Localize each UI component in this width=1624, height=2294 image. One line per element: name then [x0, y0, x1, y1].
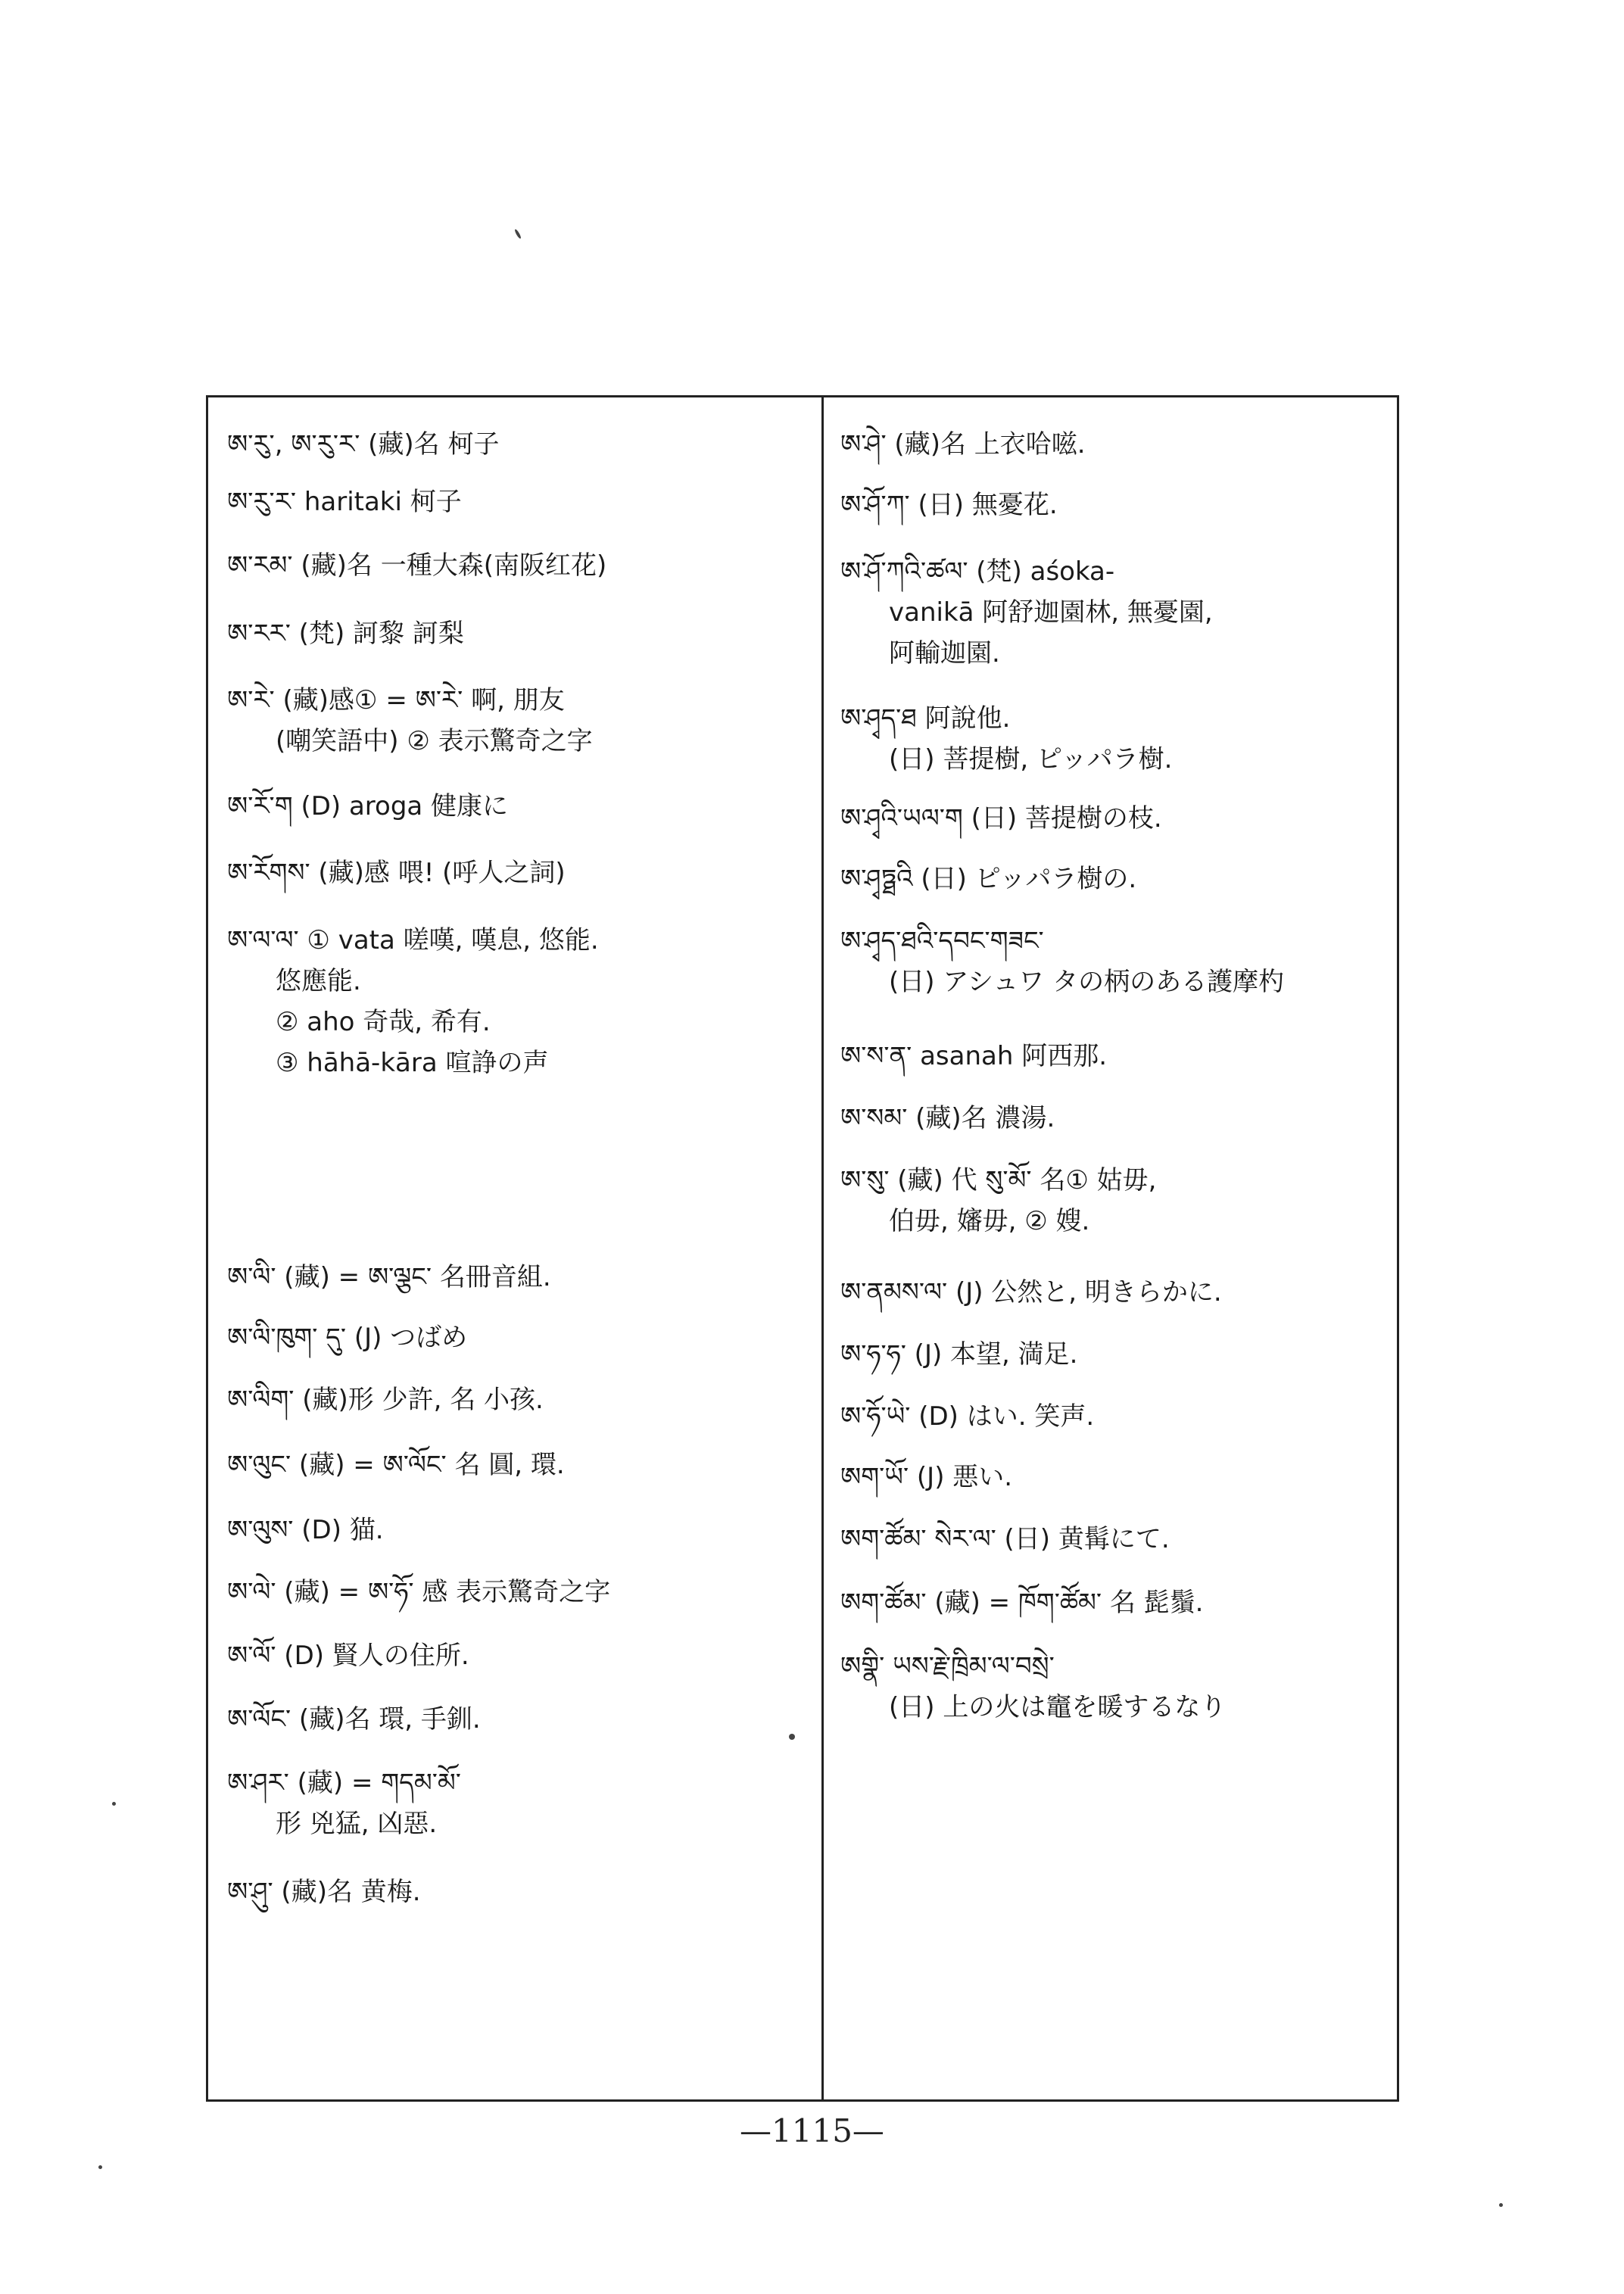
entry-definition-line: (日) 菩提樹, ピッパラ樹. [889, 744, 1173, 775]
entry-definition-line: 形 兇猛, 凶惡. [276, 1809, 438, 1839]
entry-definition-line: (日) 上の火は竈を暖するなり [889, 1692, 1227, 1722]
entry-headword-line: ཨ་ཤྭད་ཐའི་དབང་གཟང་ [840, 926, 1044, 956]
dictionary-entry [227, 1257, 810, 1298]
dictionary-entry [227, 1635, 810, 1676]
entry-headword-line: ཨ་ཤྭཏྠའི (日) ピッパラ樹の. [840, 864, 1137, 894]
dictionary-entry [840, 1098, 1386, 1139]
dictionary-entry [840, 1036, 1386, 1077]
entry-headword-line: ཨ་ལི་ (藏) = ཨ་ལྕང་ 名冊音組. [227, 1262, 551, 1292]
dictionary-entry [227, 1872, 810, 1912]
entry-headword-line: ཨ་ལུས་ (D) 猫. [227, 1515, 384, 1545]
entry-headword-line: ཨ་ནམས་ལ་ (J) 公然と, 明きらかに. [840, 1277, 1222, 1308]
dictionary-entry [227, 1379, 810, 1420]
dictionary-entry [227, 920, 810, 1083]
entry-headword-line: ཨ་ཤོ་ཀ་ (日) 無憂花. [840, 490, 1058, 520]
column-divider [821, 395, 824, 2102]
entry-headword-line: ཨ་སམ་ (藏)名 濃湯. [840, 1103, 1055, 1133]
entry-definition-line: (嘲笑語中) ② 表示驚奇之字 [276, 726, 593, 756]
entry-headword-line: ཨ་ལུང་ (藏) = ཨ་ལོང་ 名 圓, 環. [227, 1450, 565, 1480]
entry-definition-line: ② aho 奇哉, 希有. [276, 1007, 491, 1037]
dictionary-entry [227, 482, 810, 522]
entry-headword-line: ཨ་ལིག་ (藏)形 少許, 名 小孩. [227, 1385, 544, 1415]
entry-headword-line: ཨ་ལོ་ (D) 賢人の住所. [227, 1641, 469, 1671]
entry-headword-line: ཨ་རོ་ག (D) aroga 健康に [227, 791, 509, 821]
dictionary-entry [840, 551, 1386, 674]
dictionary-entry [840, 1272, 1386, 1313]
dictionary-entry [227, 1763, 810, 1844]
entry-headword-line: ཨ་ལེ་ (藏) = ཨ་ཧོ་ 感 表示驚奇之字 [227, 1577, 611, 1607]
dictionary-entry [840, 1519, 1386, 1560]
page-number: —1115— [740, 2112, 884, 2149]
dictionary-entry [840, 424, 1386, 465]
entry-headword-line: ཨ་ལ་ལ་ ① vata 嗟嘆, 嘆息, 悠能. [227, 925, 599, 955]
dictionary-entry [840, 1457, 1386, 1498]
entry-headword-line: ཨ་རར་ (梵) 訶黎 訶梨 [227, 619, 464, 649]
dictionary-entry [840, 698, 1386, 780]
entry-headword-line: ཨ་ཧ་ཧ་ (J) 本望, 満足. [840, 1339, 1078, 1370]
entry-headword-line: ཨ་ལི་ཁུག་ དུ་ (J) つばめ [227, 1323, 468, 1353]
entry-headword-line: ཨ་རམ་ (藏)名 一種大森(南阪红花) [227, 550, 607, 581]
entry-headword-line: ཨ་ཧོ་ཡེ་ (D) はい. 笑声. [840, 1401, 1095, 1432]
entry-headword-line: ཨག་ཚོམ་ (藏) = ཁོག་ཚོམ་ 名 髭鬚. [840, 1588, 1204, 1618]
entry-headword-line: ཨ་ཤུ་ (藏)名 黄梅. [227, 1877, 421, 1907]
entry-headword-line: ཨ་ས་ན་ asanah 阿西那. [840, 1041, 1108, 1071]
entry-definition-line: (日) アシュワ タの柄のある護摩杓 [889, 967, 1285, 997]
dictionary-entry [227, 1699, 810, 1740]
entry-definition-line: 伯毋, 嬸毋, ② 嫂. [889, 1206, 1090, 1236]
entry-headword-line: ཨ་སུ་ (藏) 代 སུ་མོ་ 名① 姑毋, [840, 1165, 1157, 1195]
entry-headword-line: ཨགྣི་ ཡས་རྗེ་ཁྲིམ་ལ་བསྲེ་ [840, 1651, 1055, 1682]
dictionary-entry [227, 852, 810, 893]
entry-headword-line: ཨ་ཤར་ (藏) = གདམ་མོ་ [227, 1768, 461, 1798]
entry-headword-line: ཨ་ཤོ་ཀའི་ཚལ་ (梵) aśoka- [840, 556, 1115, 587]
entry-definition-line: 悠應能. [276, 966, 361, 996]
scan-speck [1499, 2203, 1503, 2207]
entry-headword-line: ཨ་ཤྭད་ཐ 阿說他. [840, 703, 1011, 734]
dictionary-entry [227, 613, 810, 654]
dictionary-entry [840, 1396, 1386, 1437]
entry-headword-line: ཨ་རུ་, ཨ་རུ་ར་ (藏)名 柯子 [227, 429, 500, 460]
dictionary-entry [840, 1646, 1386, 1728]
entry-headword-line: ཨག་ཚོམ་ སེར་ལ་ (日) 黄髯にて. [840, 1524, 1170, 1554]
dictionary-entry [227, 1572, 810, 1613]
dictionary-entry [840, 1582, 1386, 1623]
scan-speck [514, 229, 522, 239]
entry-definition-line: vanikā 阿舒迦園林, 無憂園, [889, 597, 1213, 628]
entry-headword-line: ཨ་རེ་ (藏)感① = ཨ་རེ་ 啊, 朋友 [227, 685, 565, 715]
dictionary-entry [840, 1160, 1386, 1242]
dictionary-entry [227, 1445, 810, 1485]
entry-headword-line: ཨ་ཤེ་ (藏)名 上衣哈嗞. [840, 429, 1086, 460]
dictionary-entry [227, 680, 810, 762]
dictionary-entry [840, 859, 1386, 899]
entry-headword-line: ཨག་ཡོ་ (J) 悪い. [840, 1462, 1013, 1492]
entry-definition-line: ③ hāhā-kāra 喧諍の声 [276, 1048, 549, 1078]
dictionary-entry [227, 545, 810, 586]
entry-headword-line: ཨ་རོགས་ (藏)感 喂! (呼人之詞) [227, 858, 566, 888]
dictionary-entry [840, 798, 1386, 839]
entry-headword-line: ཨ་ལོང་ (藏)名 環, 手釧. [227, 1704, 481, 1735]
entry-headword-line: ཨ་ཤྭའི་ཡལ་ག (日) 菩提樹の枝. [840, 803, 1162, 834]
dictionary-entry [840, 921, 1386, 1002]
entry-definition-line: 阿輸迦園. [889, 638, 1000, 669]
scan-speck [98, 2165, 102, 2169]
dictionary-entry [840, 1334, 1386, 1375]
dictionary-entry [227, 1317, 810, 1358]
scan-speck [112, 1802, 116, 1806]
entry-headword-line: ཨ་རུ་ར་ haritaki 柯子 [227, 487, 462, 517]
dictionary-entry [840, 485, 1386, 525]
dictionary-entry [227, 424, 810, 465]
scan-speck [789, 1734, 795, 1740]
dictionary-entry [227, 1510, 810, 1551]
dictionary-entry [227, 786, 810, 827]
